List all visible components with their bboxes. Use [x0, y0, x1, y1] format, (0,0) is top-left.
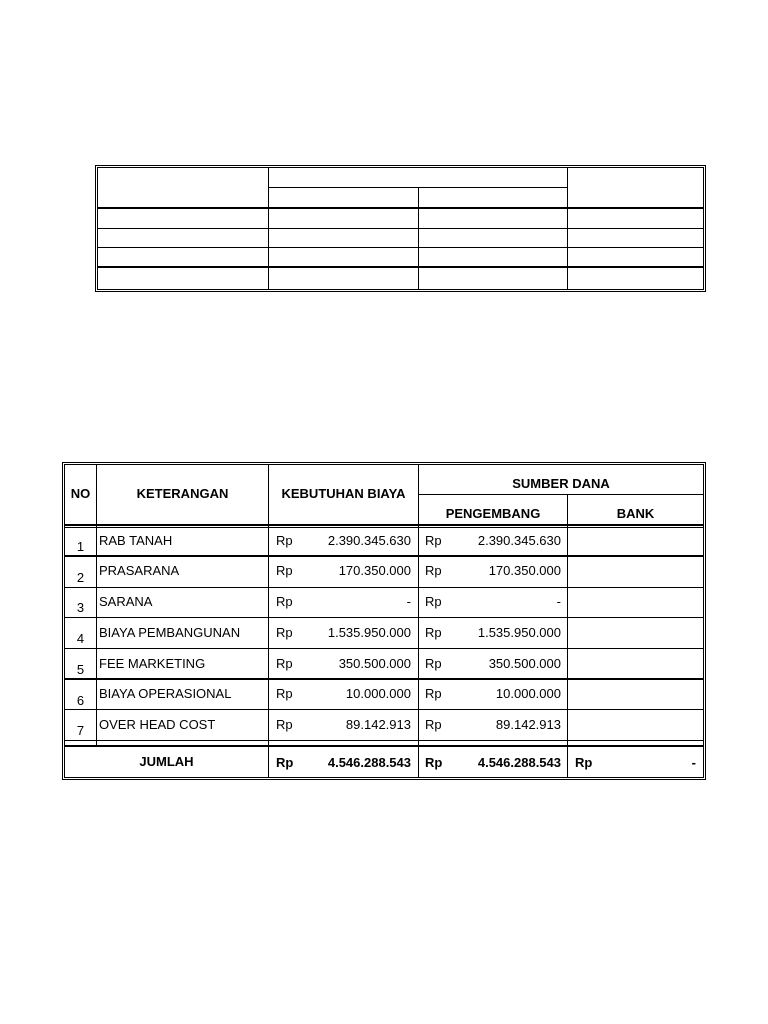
pengembang-value: 170.350.000	[488, 563, 561, 578]
kebutuhan-value: -	[406, 594, 411, 609]
row-number: 7	[76, 723, 85, 738]
pengembang-value: 2.390.345.630	[477, 533, 561, 548]
currency-label: Rp	[425, 686, 442, 701]
table-line	[65, 617, 703, 618]
total-label: JUMLAH	[139, 754, 194, 769]
row-label: BIAYA PEMBANGUNAN	[99, 625, 241, 640]
row-label: BIAYA OPERASIONAL	[99, 686, 232, 701]
currency-label: Rp	[425, 717, 442, 732]
table-line	[65, 555, 703, 557]
pengembang-value: 89.142.913	[495, 717, 561, 732]
row-label: SARANA	[99, 594, 153, 609]
pengembang-value: 10.000.000	[495, 686, 561, 701]
currency-label: Rp	[276, 533, 293, 548]
pengembang-value: -	[556, 594, 561, 609]
row-label: OVER HEAD COST	[99, 717, 216, 732]
header-pengembang: PENGEMBANG	[445, 506, 541, 521]
currency-label: Rp	[276, 656, 293, 671]
row-label: RAB TANAH	[99, 533, 173, 548]
currency-label: Rp	[276, 686, 293, 701]
table-line	[65, 740, 703, 741]
row-number: 5	[76, 662, 85, 677]
currency-label: Rp	[276, 594, 293, 609]
kebutuhan-value: 2.390.345.630	[327, 533, 411, 548]
currency-label: Rp	[276, 625, 293, 640]
total-pengembang-value: 4.546.288.543	[477, 755, 561, 770]
header-kebutuhan-biaya: KEBUTUHAN BIAYA	[281, 486, 406, 501]
table-line	[65, 587, 703, 588]
header-no: NO	[70, 486, 91, 501]
row-number: 6	[76, 693, 85, 708]
kebutuhan-value: 10.000.000	[345, 686, 411, 701]
header-keterangan: KETERANGAN	[136, 486, 229, 501]
empty-table-line	[268, 168, 269, 289]
empty-table-line	[418, 187, 419, 289]
kebutuhan-value: 350.500.000	[338, 656, 411, 671]
row-label: PRASARANA	[99, 563, 180, 578]
row-number: 3	[76, 600, 85, 615]
row-number: 1	[76, 539, 85, 554]
total-kebutuhan-value: 4.546.288.543	[327, 755, 411, 770]
table-line	[65, 709, 703, 710]
empty-table-line	[567, 168, 568, 289]
table-line	[65, 524, 703, 526]
currency-label: Rp	[276, 755, 294, 770]
table-line	[65, 745, 703, 747]
empty-table-line	[98, 228, 703, 229]
empty-table-line	[98, 266, 703, 268]
table-line	[567, 494, 568, 777]
currency-label: Rp	[425, 533, 442, 548]
row-number: 4	[76, 631, 85, 646]
total-bank-value: -	[691, 755, 696, 770]
row-label: FEE MARKETING	[99, 656, 206, 671]
header-sumber-dana: SUMBER DANA	[512, 476, 610, 491]
header-bank: BANK	[616, 506, 655, 521]
kebutuhan-value: 170.350.000	[338, 563, 411, 578]
currency-label: Rp	[276, 717, 293, 732]
currency-label: Rp	[425, 563, 442, 578]
currency-label: Rp	[425, 594, 442, 609]
currency-label: Rp	[575, 755, 593, 770]
currency-label: Rp	[276, 563, 293, 578]
table-line	[65, 527, 703, 528]
pengembang-value: 1.535.950.000	[477, 625, 561, 640]
kebutuhan-value: 89.142.913	[345, 717, 411, 732]
currency-label: Rp	[425, 755, 443, 770]
currency-label: Rp	[425, 656, 442, 671]
empty-table-line	[98, 247, 703, 248]
table-line	[268, 465, 269, 777]
table-line	[418, 494, 703, 495]
table-line	[65, 648, 703, 649]
row-number: 2	[76, 570, 85, 585]
kebutuhan-value: 1.535.950.000	[327, 625, 411, 640]
currency-label: Rp	[425, 625, 442, 640]
table-line	[96, 465, 97, 747]
table-line	[65, 678, 703, 680]
empty-table-line	[98, 207, 703, 209]
pengembang-value: 350.500.000	[488, 656, 561, 671]
